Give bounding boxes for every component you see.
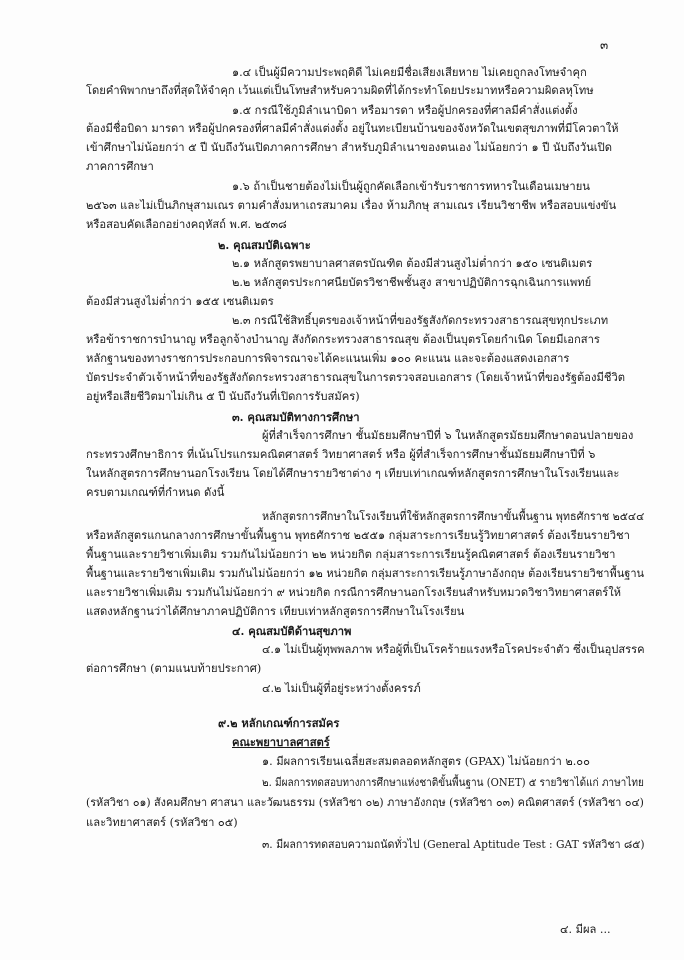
text-line: ๒๕๖๓ และไม่เป็นภิกษุสามเณร ตามคำสั่งมหาเถรสมาคม เรื่อง ห้ามภิกษุ สามเณร เรียนวิชาชีพ หรือสอบแข่งขัน bbox=[86, 199, 617, 212]
text-line: พื้นฐานและรายวิชาเพิ่มเติม รวมกันไม่น้อยกว่า ๑๒ หน่วยกิต กลุ่มสาระการเรียนรู้ภาษาอังกฤษ ต้องเรียนรายวิชาพื้นฐาน bbox=[86, 567, 645, 580]
text-line: ต้องมีส่วนสูงไม่ต่ำกว่า ๑๕๕ เซนติเมตร bbox=[86, 295, 274, 308]
text-line: ๒.๒ หลักสูตรประกาศนียบัตรวิชาชีพชั้นสูง สาขาปฏิบัติการฉุกเฉินการแพทย์ bbox=[232, 276, 592, 289]
text-line: ๒.๓ กรณีใช้สิทธิ์บุตรของเจ้าหน้าที่ของรัฐสังกัดกระทรวงสาธารณสุขทุกประเภท bbox=[232, 314, 609, 327]
text-line: ๑.๕ กรณีใช้ภูมิลำเนาบิดา หรือมารดา หรือผู้ปกครองที่ศาลมีคำสั่งแต่งตั้ง bbox=[232, 104, 578, 117]
sub-heading: คณะพยาบาลศาสตร์ bbox=[232, 735, 330, 749]
section-heading: ๙.๒ หลักเกณฑ์การสมัคร bbox=[218, 716, 340, 730]
page-number: ๓ bbox=[600, 38, 609, 52]
text-line: ผู้ที่สำเร็จการศึกษา ชั้นมัธยมศึกษาปีที่ ๖ ในหลักสูตรมัธยมศึกษาตอนปลายของ bbox=[262, 429, 634, 442]
text-line: เข้าศึกษาไม่น้อยกว่า ๕ ปี นับถึงวันเปิดภาคการศึกษา สำหรับภูมิลำเนาของตนเอง ไม่น้อยกว่า ๑ ปี นับถึงวันเปิด bbox=[86, 141, 612, 154]
section-heading: ๔. คุณสมบัติด้านสุขภาพ bbox=[232, 624, 352, 638]
section-heading: ๒. คุณสมบัติเฉพาะ bbox=[218, 238, 311, 252]
text-line: อยู่หรือเสียชีวิตมาไม่เกิน ๕ ปี นับถึงวันที่เปิดการรับสมัคร) bbox=[86, 390, 360, 403]
text-line: ๒.๑ หลักสูตรพยาบาลศาสตรบัณฑิต ต้องมีส่วนสูงไม่ต่ำกว่า ๑๕๐ เซนติเมตร bbox=[232, 257, 593, 270]
text-line: ๔.๑ ไม่เป็นผู้ทุพพลภาพ หรือผู้ที่เป็นโรคร้ายแรงหรือโรคประจำตัว ซึ่งเป็นอุปสรรค bbox=[262, 643, 645, 656]
text-line: ๑. มีผลการเรียนเฉลี่ยสะสมตลอดหลักสูตร (GPAX) ไม่น้อยกว่า ๒.๐๐ bbox=[262, 755, 590, 768]
text-line: กระทรวงศึกษาธิการ ที่เน้นโปรแกรมคณิตศาสตร์ วิทยาศาสตร์ หรือ ผู้ที่สำเร็จการศึกษาชั้นมัธยมศึกษาปีที่ ๖ bbox=[86, 448, 596, 461]
text-line: พื้นฐานและรายวิชาเพิ่มเติม รวมกันไม่น้อยกว่า ๒๒ หน่วยกิต กลุ่มสาระการเรียนรู้คณิตศาสตร์ ต้องเรียนรายวิชา bbox=[86, 548, 616, 561]
text-line: แสดงหลักฐานว่าได้ศึกษาภาคปฏิบัติการ เทียบเท่าหลักสูตรการศึกษาในโรงเรียน bbox=[86, 605, 465, 618]
text-line: และวิทยาศาสตร์ (รหัสวิชา ๐๕) bbox=[86, 816, 238, 829]
text-line: หรือหลักสูตรแกนกลางการศึกษาขั้นพื้นฐาน พุทธศักราช ๒๕๕๑ กลุ่มสาระการเรียนรู้วิทยาศาสตร์ ต้องเรียนรายวิชา bbox=[86, 529, 630, 542]
page-continuation: ๔. มีผล ... bbox=[560, 923, 611, 936]
text-line: หรือข้าราชการบำนาญ หรือลูกจ้างบำนาญ สังกัดกระทรวงสาธารณสุข ต้องเป็นบุตรโดยกำเนิด โดยมีเอกสาร bbox=[86, 333, 600, 346]
text-line: ภาคการศึกษา bbox=[86, 160, 154, 173]
text-line: และรายวิชาเพิ่มเติม รวมกันไม่น้อยกว่า ๙ หน่วยกิต กรณีการศึกษานอกโรงเรียนสำหรับหมวดวิชาวิทยาศาสตร์ให้ bbox=[86, 586, 622, 599]
text-line: ๓. มีผลการทดสอบความถนัดทั่วไป (General Aptitude Test : GAT รหัสวิชา ๘๕) bbox=[262, 838, 645, 851]
text-line: หลักสูตรการศึกษาในโรงเรียนที่ใช้หลักสูตรการศึกษาขั้นพื้นฐาน พุทธศักราช ๒๕๔๔ bbox=[262, 510, 645, 523]
text-line: ต้องมีชื่อบิดา มารดา หรือผู้ปกครองที่ศาลมีคำสั่งแต่งตั้ง อยู่ในทะเบียนบ้านของจังหวัดในเขตสุขภาพที่มีโควตาให้ bbox=[86, 122, 619, 135]
text-line: หลักฐานของทางราชการประกอบการพิจารณาจะได้คะแนนเพิ่ม ๑๐๐ คะแนน และจะต้องแสดงเอกสาร bbox=[86, 352, 570, 365]
text-line: ๑.๔ เป็นผู้มีความประพฤติดี ไม่เคยมีชื่อเสียงเสียหาย ไม่เคยถูกลงโทษจำคุก bbox=[232, 66, 587, 79]
text-line: ๔.๒ ไม่เป็นผู้ที่อยู่ระหว่างตั้งครรภ์ bbox=[262, 682, 421, 695]
text-line: (รหัสวิชา ๐๑) สังคมศึกษา ศาสนา และวัฒนธรรม (รหัสวิชา ๐๒) ภาษาอังกฤษ (รหัสวิชา ๐๓) คณิตศาสตร์ (รหัสวิชา ๐๔) bbox=[86, 796, 644, 809]
text-line: บัตรประจำตัวเจ้าหน้าที่ของรัฐสังกัดกระทรวงสาธารณสุขในการตรวจสอบเอกสาร (โดยเจ้าหน้าที่ของรัฐต้องมีชีวิต bbox=[86, 371, 625, 384]
text-line: ครบตามเกณฑ์ที่กำหนด ดังนี้ bbox=[86, 486, 225, 499]
text-line: ๑.๖ ถ้าเป็นชายต้องไม่เป็นผู้ถูกคัดเลือกเข้ารับราชการทหารในเดือนเมษายน bbox=[232, 180, 590, 193]
section-heading: ๓. คุณสมบัติทางการศึกษา bbox=[232, 410, 360, 424]
text-line: ในหลักสูตรการศึกษานอกโรงเรียน โดยได้ศึกษารายวิชาต่าง ๆ เทียบเท่าเกณฑ์หลักสูตรการศึกษาในโรงเรียนและ bbox=[86, 467, 620, 480]
text-line: ๒. มีผลการทดสอบทางการศึกษาแห่งชาติขั้นพื้นฐาน (ONET) ๕ รายวิชาได้แก่ ภาษาไทย bbox=[262, 776, 644, 789]
text-line: หรือสอบคัดเลือกอย่างคฤหัสถ์ พ.ศ. ๒๕๓๘ bbox=[86, 218, 287, 231]
text-line: โดยคำพิพากษาถึงที่สุดให้จำคุก เว้นแต่เป็นโทษสำหรับความผิดที่ได้กระทำโดยประมาทหรือความผิดลหุโทษ bbox=[86, 84, 594, 97]
text-line: ต่อการศึกษา (ตามแนบท้ายประกาศ) bbox=[86, 662, 262, 675]
